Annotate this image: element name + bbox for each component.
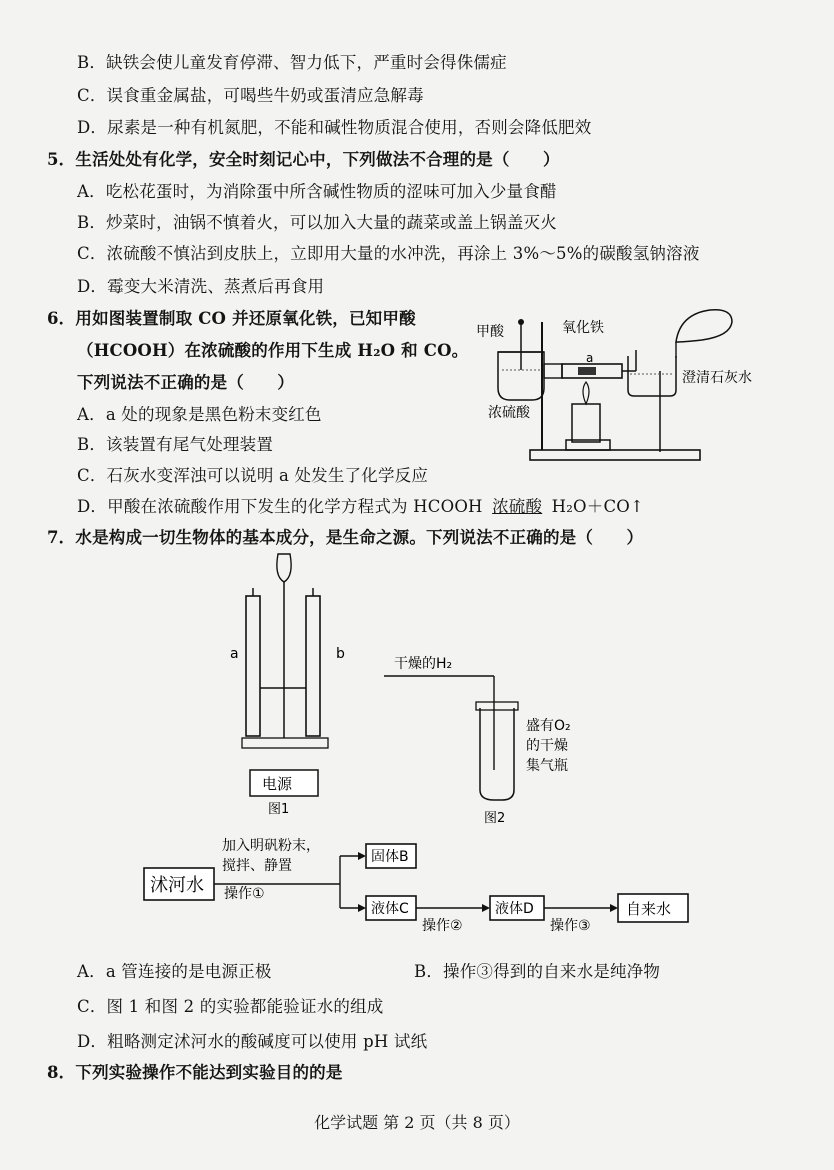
q6-option-d <box>77 496 644 518</box>
dry-h2-label: 干燥的H₂ <box>394 656 453 672</box>
flow-tap-water-label: 自来水 <box>626 900 672 918</box>
o2-jar-label-2: 的干燥 <box>526 738 568 754</box>
label-limewater: 澄清石灰水 <box>682 370 752 386</box>
page-footer: 化学试题 第 2 页（共 8 页） <box>314 1113 520 1132</box>
flow-step1-line1: 加入明矾粉末， <box>222 838 320 854</box>
flow-step1-line2: 搅拌、静置 <box>222 858 292 874</box>
flow-liquid-c-label: 液体C <box>371 901 409 917</box>
q4-option-b: B．缺铁会使儿童发育停滞、智力低下，严重时会得侏儒症 <box>77 53 507 72</box>
flow-op3-label: 操作③ <box>550 918 591 934</box>
label-formic-acid: 甲酸 <box>476 324 504 340</box>
flow-op1-label: 操作① <box>224 886 265 902</box>
fig2-caption: 图2 <box>484 811 506 826</box>
q7-water-treatment-flowchart <box>140 832 700 938</box>
q5-option-a: A．吃松花蛋时，为消除蛋中所含碱性物质的涩味可加入少量食醋 <box>77 182 557 201</box>
label-sulfuric-acid: 浓硫酸 <box>488 405 530 421</box>
flow-liquid-d-label: 液体D <box>495 901 534 917</box>
q4-option-d: D．尿素是一种有机氮肥，不能和碱性物质混合使用，否则会降低肥效 <box>77 118 592 137</box>
label-iron-oxide: 氧化铁 <box>562 320 604 336</box>
q6-equation-condition: 浓硫酸 <box>492 497 543 516</box>
q6-option-b: B．该装置有尾气处理装置 <box>77 435 274 454</box>
electrolysis-label-a: a <box>230 646 239 662</box>
q7-stem: 7．水是构成一切生物体的基本成分，是生命之源。下列说法不正确的是（ ） <box>47 528 644 547</box>
q8-stem: 8．下列实验操作不能达到实验目的的是 <box>47 1063 343 1082</box>
q5-option-c: C．浓硫酸不慎沾到皮肤上，立即用大量的水冲洗，再涂上 3%～5%的碳酸氢钠溶液 <box>77 244 700 263</box>
o2-jar-label-3: 集气瓶 <box>526 758 568 774</box>
q7-option-d: D．粗略测定沭河水的酸碱度可以使用 pH 试纸 <box>77 1032 428 1051</box>
q6-option-d-prefix: D．甲酸在浓硫酸作用下发生的化学方程式为 HCOOH <box>77 497 483 516</box>
o2-jar-label-1: 盛有O₂ <box>526 718 571 734</box>
q6-equation-products: H₂O＋CO↑ <box>551 497 645 516</box>
flow-solid-b-label: 固体B <box>371 849 409 865</box>
fig1-caption: 图1 <box>268 802 290 816</box>
q7-electrolysis-diagram <box>222 548 352 816</box>
q6-option-c: C．石灰水变浑浊可以说明 a 处发生了化学反应 <box>77 466 429 485</box>
flow-op2-label: 操作② <box>422 918 463 934</box>
q5-option-b: B．炒菜时，油锅不慎着火，可以加入大量的蔬菜或盖上锅盖灭火 <box>77 213 557 232</box>
q7-option-b: B．操作③得到的自来水是纯净物 <box>414 962 661 981</box>
label-a: a <box>586 351 594 365</box>
flow-source-label: 沭河水 <box>150 875 204 896</box>
q6-stem-line1: 6．用如图装置制取 CO 并还原氧化铁，已知甲酸 <box>47 309 416 328</box>
q6-stem-line3: 下列说法不正确的是（ ） <box>77 373 295 392</box>
q7-option-c: C．图 1 和图 2 的实验都能验证水的组成 <box>77 997 384 1016</box>
q6-stem-line2: （HCOOH）在浓硫酸的作用下生成 H₂O 和 CO。 <box>77 341 469 360</box>
q7-hydrogen-oxygen-diagram <box>384 650 584 830</box>
power-source-label: 电源 <box>262 775 293 793</box>
q6-apparatus-diagram <box>470 292 770 472</box>
q6-option-a: A．a 处的现象是黑色粉末变红色 <box>77 405 322 424</box>
q5-stem: 5．生活处处有化学，安全时刻记心中，下列做法不合理的是（ ） <box>47 150 560 169</box>
q5-option-d: D．霉变大米清洗、蒸煮后再食用 <box>77 277 325 296</box>
electrolysis-label-b: b <box>336 646 345 662</box>
q7-option-a: A．a 管连接的是电源正极 <box>77 962 272 981</box>
q4-option-c: C．误食重金属盐，可喝些牛奶或蛋清应急解毒 <box>77 86 424 105</box>
